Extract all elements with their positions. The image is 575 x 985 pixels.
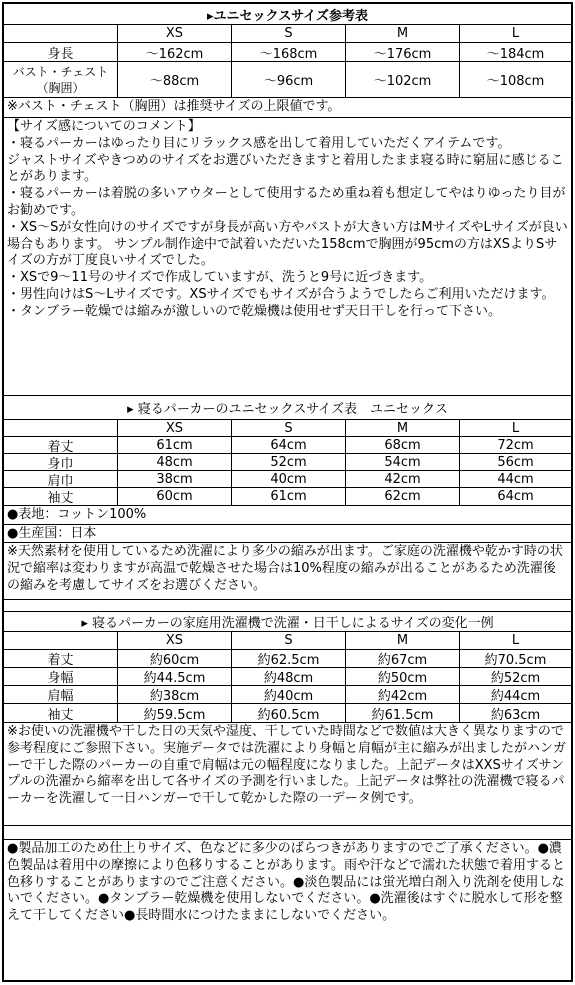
table2-cell: 54cm [346,454,460,470]
table2-cell: 64cm [232,437,346,453]
table2-row-label: 肩巾 [4,471,118,487]
table2-cell: 48cm [118,454,232,470]
table2-cell: 61cm [232,488,346,505]
fabric-text: ●表地：コットン100% [7,507,147,522]
comment-paragraph: ・XSで9～11号のサイズで作成していますが、洗うと9号に近づきます。 [7,270,433,286]
table2-header-xs: XS [118,420,232,436]
table2-cell: 44cm [497,471,534,487]
table1-header-blank [4,25,118,42]
comment-title: 【サイズ感についてのコメント】 [7,119,201,134]
table2-cell: 56cm [497,454,534,470]
table2-cell: 60cm [118,488,232,505]
table2-row [4,488,571,506]
size-comment-section [4,118,571,396]
table2-cell: 40cm [232,471,346,487]
table1-cell: ～102cm [346,62,460,97]
table3-cell: 約70.5cm [484,653,547,667]
table3-header-xs: XS [118,632,232,649]
spacer [4,600,571,612]
table3-row [4,650,571,668]
table3-cell: 約61.5cm [346,704,460,722]
table2-row [4,471,571,488]
comment-paragraph: ・タンブラー乾燥では縮みが激しいので乾燥機は使用せず天日干しを行って下さい。 [7,303,502,319]
comment-paragraph: ・寝るパーカーは着脱の多いアウターとして使用するため重ね着も想定してやはりゆったり目がお勧めです。 [7,186,566,218]
table3-cell: 約42cm [346,686,460,703]
table3-cell: 約63cm [490,707,541,722]
table3-row [4,704,571,723]
table3-cell: 約59.5cm [118,704,232,722]
table3-cell: 約60.5cm [232,704,346,722]
table1-cell: ～184cm [486,46,545,61]
table2-row [4,454,571,471]
table3-cell: 約50cm [346,668,460,685]
table3-cell: 約60cm [118,650,232,667]
origin-text: ●生産国：日本 [7,526,97,541]
table1-row-label: バスト・チェスト （胸囲） [4,62,118,97]
origin-info [4,525,571,543]
comment-paragraph: ・男性向けはS～Lサイズです。XSサイズでもサイズが合うようでしたらご利用いただけます。 [7,286,555,302]
comment-paragraph: ・寝るパーカーはゆったり目にリラックス感を出して着用していただくアイテムです。 [7,135,511,151]
table1-header-xs: XS [118,25,232,42]
table3-cell: 約48cm [232,668,346,685]
table2-cell: 62cm [346,488,460,505]
table1-cell: ～168cm [232,43,346,61]
table1-row-height [4,43,571,62]
shrink-note-text: ※天然素材を使用しているため洗濯により多少の縮みが出ます。ご家庭の洗濯機や乾かす時の状況で縮率は変わりますが高温で乾燥させた場合は10%程度の縮みが出ることがあるため洗濯後の縮みを考慮してサイズをお選びください。 [7,544,563,593]
table2-cell: 72cm [497,437,534,453]
table3-row-label: 着丈 [4,650,118,667]
table1-cell: ～88cm [118,62,232,97]
table2-header-row [4,420,571,437]
table3-row-label: 肩幅 [4,686,118,703]
table3-header-s: S [232,632,346,649]
table3-cell: 約38cm [118,686,232,703]
table1-header-l: L [511,26,520,41]
table3-row-label: 身幅 [4,668,118,685]
table3-cell: 約44.5cm [118,668,232,685]
table2-row-label: 着丈 [4,437,118,453]
table3-header-l: L [511,633,520,648]
size-chart-sheet [2,2,573,982]
table3-title: ▸ 寝るパーカーの家庭用洗濯機で洗濯・日干しによるサイズの変化一例 [4,612,571,632]
table2-header-s: S [232,420,346,436]
comment-paragraph: ・XS～Sが女性向けのサイズですが身長が高い方やバストが大きい方はMサイズやLサイズが良い場合もあります。 サンプル制作途中で試着いただいた158cmで胸囲が95cmの方はXSよりSサイズの方が丁度良いサイズでした。 [7,219,568,269]
comment-paragraph: ジャストサイズやきつめのサイズをお選びいただきますと着用したまま寝る時に窮屈に感じることがあります。 [7,152,564,185]
table2-row-label: 身巾 [4,454,118,470]
table2-row-label: 袖丈 [4,488,118,505]
table2-cell: 61cm [118,437,232,453]
table2-title: ▸ 寝るパーカーのユニセックスサイズ表 ユニセックス [4,396,571,420]
table3-header-blank [4,632,118,649]
shrink-note [4,543,571,600]
table1-note [4,98,571,118]
table3-header-row [4,632,571,650]
table1-header-row [4,25,571,43]
table1-row-label: 身長 [4,43,118,61]
wash-note [4,723,571,826]
table2-cell: 42cm [346,471,460,487]
wash-note-text: ※お使いの洗濯機や干した日の天気や湿度、干していた時間などで数値は大きく異なりますので参考程度にご参照下さい。実施データでは洗濯により身幅と肩幅が主に縮みが出ましたがハンガーで干した際のパーカーの自重で肩幅は元の幅程度になりました。上記データはXXSサイズサンプルの洗濯から縮率を出して各サイズの予測を行いました。上記データは弊社の洗濯機で寝るパーカーを洗濯して一日ハンガーで干して乾かした際の一データ例です。 [7,724,567,807]
table2-header-m: M [346,420,460,436]
table1-title: ▸ユニセックスサイズ参考表 [4,4,571,25]
table3-cell: 約40cm [232,686,346,703]
fabric-info [4,506,571,525]
table3-cell: 約67cm [346,650,460,667]
table1-cell: ～176cm [346,43,460,61]
table3-cell: 約52cm [490,671,541,685]
table2-cell: 52cm [232,454,346,470]
table3-row [4,668,571,686]
table1-header-m: M [346,25,460,42]
spacer [4,826,571,840]
table2-row [4,437,571,454]
care-text: ●製品加工のため仕上りサイズ、色などに多少のばらつきがありますのでご了承ください。●濃色製品は着用中の摩擦により色移りすることがあります。雨や汗などで濡れた状態で着用すると色移りすることがありますのでご注意ください。●淡色製品には蛍光増白剤入り洗剤を使用しないでください。●タンブラー乾燥機を使用しないでください。●洗濯後はすぐに脱水して形を整えて干してください●長時間水につけたままにしないでください。 [7,841,565,924]
table2-cell: 38cm [118,471,232,487]
table1-cell: ～162cm [118,43,232,61]
table1-row-bust [4,62,571,98]
table3-row [4,686,571,704]
table2-cell: 68cm [346,437,460,453]
table1-note-text: ※バスト・チェスト（胸囲）は推奨サイズの上限値です。 [7,99,341,114]
table1-header-s: S [232,25,346,42]
table3-header-m: M [346,632,460,649]
table3-cell: 約62.5cm [232,650,346,667]
table1-cell: ～96cm [232,62,346,97]
care-section [4,840,571,965]
table2-cell: 64cm [497,489,534,504]
table3-row-label: 袖丈 [4,704,118,722]
table3-cell: 約44cm [490,689,541,703]
table2-header-blank [4,420,118,436]
table2-header-l: L [511,420,520,436]
table1-cell: ～108cm [486,74,545,89]
